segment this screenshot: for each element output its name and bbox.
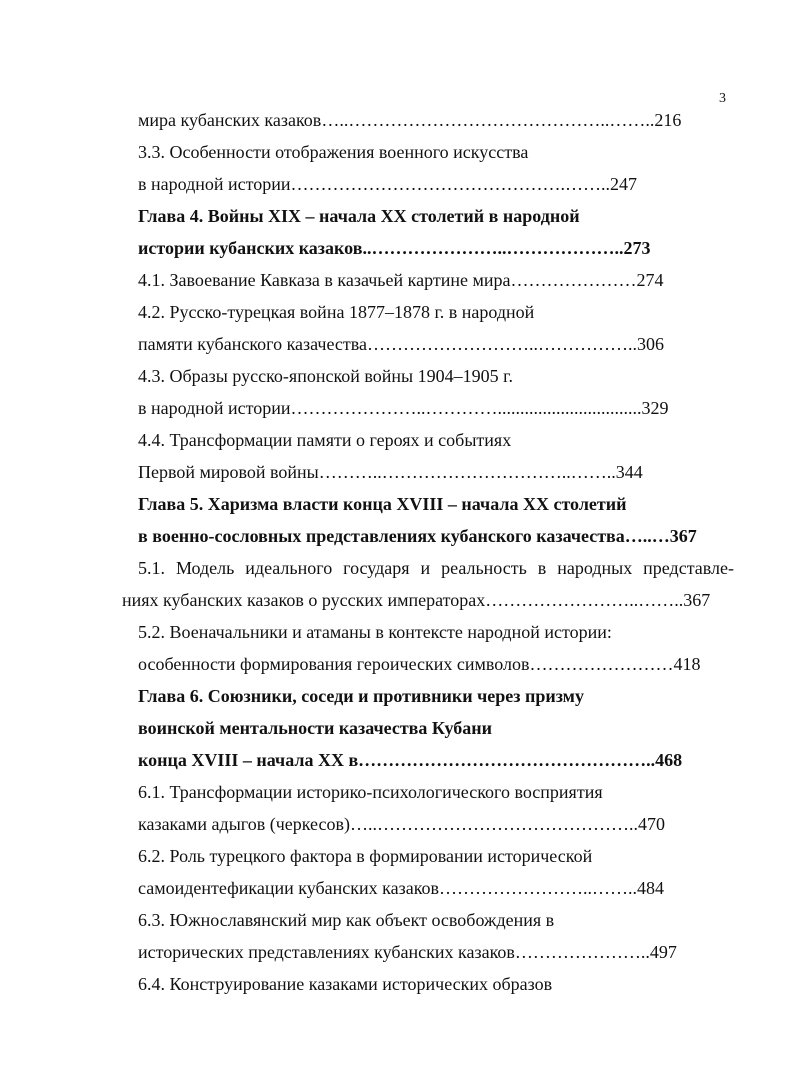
toc-line-text: истории кубанских казаков bbox=[138, 238, 363, 258]
toc-line-text: в народной истории bbox=[138, 174, 291, 194]
toc-line bbox=[138, 460, 734, 484]
toc-line bbox=[138, 524, 734, 548]
toc-line-text: 4.1. Завоевание Кавказа в казачьей картине мира bbox=[138, 270, 511, 290]
toc-line-text: в военно-сословных представлениях кубанского казачества bbox=[138, 526, 625, 546]
toc-section-title: 6.4. Конструирование казаками исторических образов bbox=[138, 974, 553, 994]
toc-chapter-title: воинской ментальности казачества Кубани bbox=[138, 718, 492, 738]
toc-section-title: 4.3. Образы русско-японской войны 1904–1905 г. bbox=[138, 366, 514, 386]
toc-page-number: 216 bbox=[654, 110, 682, 130]
toc-leader-dots: ………………………..…………….. bbox=[367, 334, 638, 354]
toc-line-text: особенности формирования героических символов bbox=[138, 654, 530, 674]
toc-line bbox=[138, 876, 734, 900]
toc-page-number: 470 bbox=[637, 814, 665, 834]
toc-page-number: 344 bbox=[615, 462, 643, 482]
toc-leader-dots: ………..…………………………..…….. bbox=[318, 462, 616, 482]
toc-line bbox=[138, 172, 734, 196]
toc-line-text: ниях кубанских казаков о русских императорах bbox=[122, 590, 486, 610]
toc-leader-dots: ……………………..…….. bbox=[485, 590, 684, 610]
toc-leader-dots: …………………..…………................................ bbox=[290, 398, 642, 418]
toc-leader-dots: …………………… bbox=[529, 654, 674, 674]
toc-line bbox=[138, 940, 734, 964]
toc-page-number: 306 bbox=[637, 334, 665, 354]
toc-page-number: 329 bbox=[641, 398, 669, 418]
toc-line-text: памяти кубанского казачества bbox=[138, 334, 368, 354]
toc-line-text: конца XVIII – начала XX в bbox=[138, 750, 359, 770]
toc-line-text: Первой мировой войны bbox=[138, 462, 319, 482]
toc-chapter-title: Глава 6. Союзники, соседи и противники через призму bbox=[138, 686, 584, 706]
toc-line bbox=[122, 588, 734, 612]
toc-line-text: мира кубанских казаков bbox=[138, 110, 322, 130]
toc-leader-dots: …..…………………………………….. bbox=[349, 814, 638, 834]
toc-page-number: 468 bbox=[655, 750, 683, 770]
toc-leader-dots: ……………………..…….. bbox=[439, 878, 638, 898]
toc-chapter-title: Глава 5. Харизма власти конца XVIII – начала XX столетий bbox=[138, 494, 627, 514]
toc-line-text: самоидентефикации кубанских казаков bbox=[138, 878, 440, 898]
toc-line bbox=[138, 108, 734, 132]
toc-section-title: 5.2. Военачальники и атаманы в контексте народной истории: bbox=[138, 622, 612, 642]
toc-section-title: 6.3. Южнославянский мир как объект освобождения в bbox=[138, 910, 555, 930]
toc-page-number: 367 bbox=[683, 590, 711, 610]
toc-line-text: исторических представлениях кубанских казаков bbox=[138, 942, 515, 962]
toc-leader-dots: ………………… bbox=[510, 270, 637, 290]
toc-line bbox=[138, 748, 734, 772]
toc-leader-dots: ………………….. bbox=[514, 942, 650, 962]
toc-leader-dots: ……………………………………….…….. bbox=[290, 174, 611, 194]
toc-page-number: 274 bbox=[636, 270, 664, 290]
toc-page-number: 484 bbox=[637, 878, 665, 898]
toc-page-number: 497 bbox=[649, 942, 677, 962]
toc-line-text: казаками адыгов (черкесов) bbox=[138, 814, 350, 834]
toc-leader-dots: ..…………………..……………….. bbox=[362, 238, 624, 258]
toc-page-number: 247 bbox=[610, 174, 638, 194]
toc-chapter-title: Глава 4. Войны XIX – начала XX столетий в народной bbox=[138, 206, 580, 226]
toc-section-title: 4.4. Трансформации памяти о героях и событиях bbox=[138, 430, 512, 450]
toc-section-title: 3.3. Особенности отображения военного искусства bbox=[138, 142, 529, 162]
toc-line bbox=[138, 332, 734, 356]
toc-section-title: 4.2. Русско-турецкая война 1877–1878 г. в народной bbox=[138, 302, 535, 322]
toc-line bbox=[138, 268, 734, 292]
page-number: 3 bbox=[719, 91, 726, 106]
toc-line bbox=[138, 396, 734, 420]
toc-leader-dots: ………………………………………….. bbox=[358, 750, 656, 770]
toc-section-title: 5.1. Модель идеального государя и реальность в народных представле- bbox=[138, 558, 734, 578]
toc-line-text: в народной истории bbox=[138, 398, 291, 418]
toc-page-number: 418 bbox=[673, 654, 701, 674]
toc-line bbox=[138, 236, 734, 260]
toc-line bbox=[138, 652, 734, 676]
toc-leader-dots: …..… bbox=[624, 526, 670, 546]
toc-section-title: 6.1. Трансформации историко-психологического восприятия bbox=[138, 782, 603, 802]
toc-leader-dots: …..……………………………………..…….. bbox=[321, 110, 655, 130]
toc-page-number: 367 bbox=[669, 526, 697, 546]
toc-line bbox=[138, 812, 734, 836]
toc-section-title: 6.2. Роль турецкого фактора в формировании исторической bbox=[138, 846, 593, 866]
toc-page-number: 273 bbox=[623, 238, 651, 258]
